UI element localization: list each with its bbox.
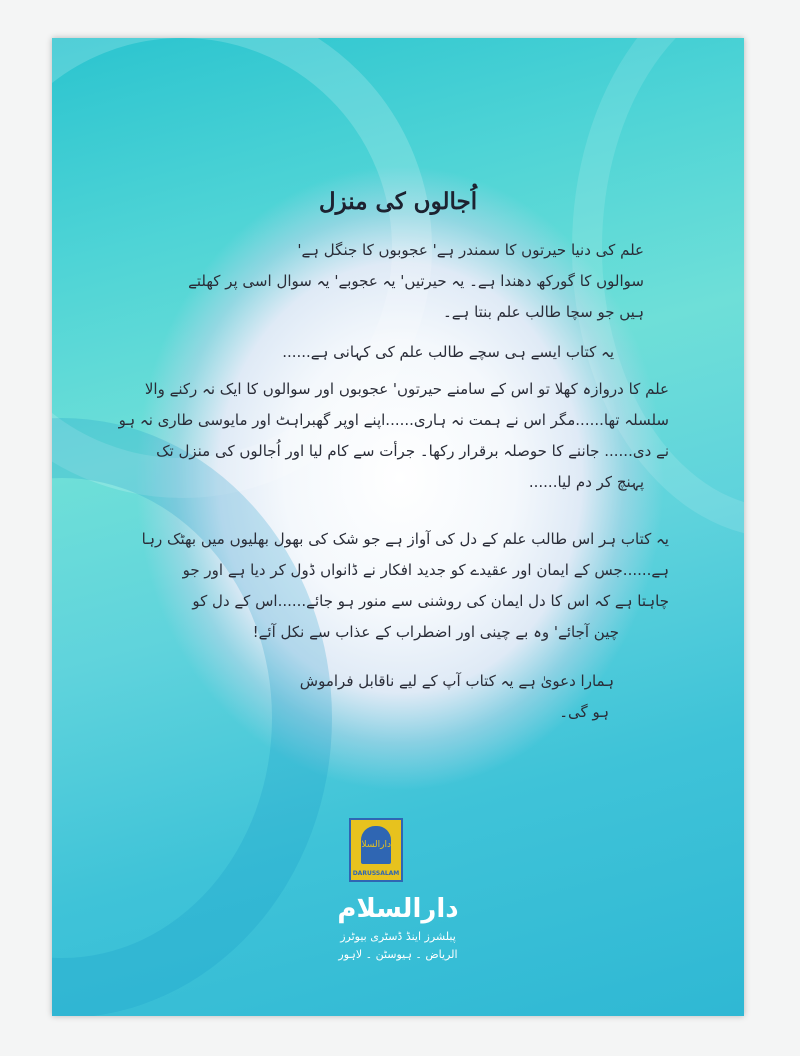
publisher-logo: [349, 818, 403, 882]
paragraph-5: [114, 666, 614, 728]
text-line: نے دی...... جاننے کا حوصلہ برقرار رکھا۔ جرأت سے کام لیا اور اُجالوں کی منزل تک: [156, 442, 669, 460]
text-line: علم کی دنیا حیرتوں کا سمندر ہے' عجوبوں کا جنگل ہے': [297, 241, 644, 259]
text-line: پہنچ کر دم لیا......: [528, 473, 644, 491]
publisher-subtitle: پبلشرز اینڈ ڈسٹری بیوٹرز: [340, 930, 456, 943]
text-line: یہ کتاب ہر اس طالب علم کے دل کی آواز ہے جو شک کی بھول بھلیوں میں بھٹک رہا: [141, 530, 669, 548]
logo-glyph: دارالسلام: [355, 840, 391, 850]
text-line: یہ کتاب ایسے ہی سچے طالب علم کی کہانی ہے......: [282, 343, 614, 361]
text-line: سلسلہ تھا......مگر اس نے ہمت نہ ہاری......اپنے اوپر گھبراہٹ اور مایوسی طاری نہ ہو: [118, 411, 669, 429]
paragraph-2: [114, 337, 614, 368]
logo-arch-icon: [355, 826, 391, 864]
book-title: اُجالوں کی منزل: [318, 188, 478, 215]
text-line: چین آجائے' وہ بے چینی اور اضطراب کے عذاب سے نکل آئے!: [252, 623, 619, 641]
book-back-cover: [52, 38, 744, 1016]
logo-caption: DARUSSALAM: [352, 870, 400, 877]
paragraph-4: [109, 524, 669, 648]
text-line: ہو گی۔: [559, 703, 609, 721]
text-line: ہے......جس کے ایمان اور عقیدے کو جدید افکار نے ڈانواں ڈول کر دیا ہے اور جو: [182, 561, 669, 579]
text-line: ہمارا دعویٰ ہے یہ کتاب آپ کے لیے ناقابل فراموش: [299, 672, 614, 690]
paragraph-1: [144, 235, 644, 328]
text-line: چاہتا ہے کہ اس کا دل ایمان کی روشنی سے منور ہو جائے......اس کے دل کو: [192, 592, 669, 610]
text-line: ہیں جو سچا طالب علم بنتا ہے۔: [442, 303, 644, 321]
publisher-name: دارالسلام: [337, 894, 459, 924]
publisher-cities: الریاض ۔ ہیوسٹن ۔ لاہور: [338, 948, 458, 961]
paragraph-3: [109, 374, 669, 498]
text-line: سوالوں کا گورکھ دھندا ہے۔ یہ حیرتیں' یہ عجوبے' یہ سوال اسی پر کھلتے: [188, 272, 644, 290]
text-line: علم کا دروازہ کھلا تو اس کے سامنے حیرتوں' عجوبوں اور سوالوں کا ایک نہ رکنے والا: [144, 380, 669, 398]
